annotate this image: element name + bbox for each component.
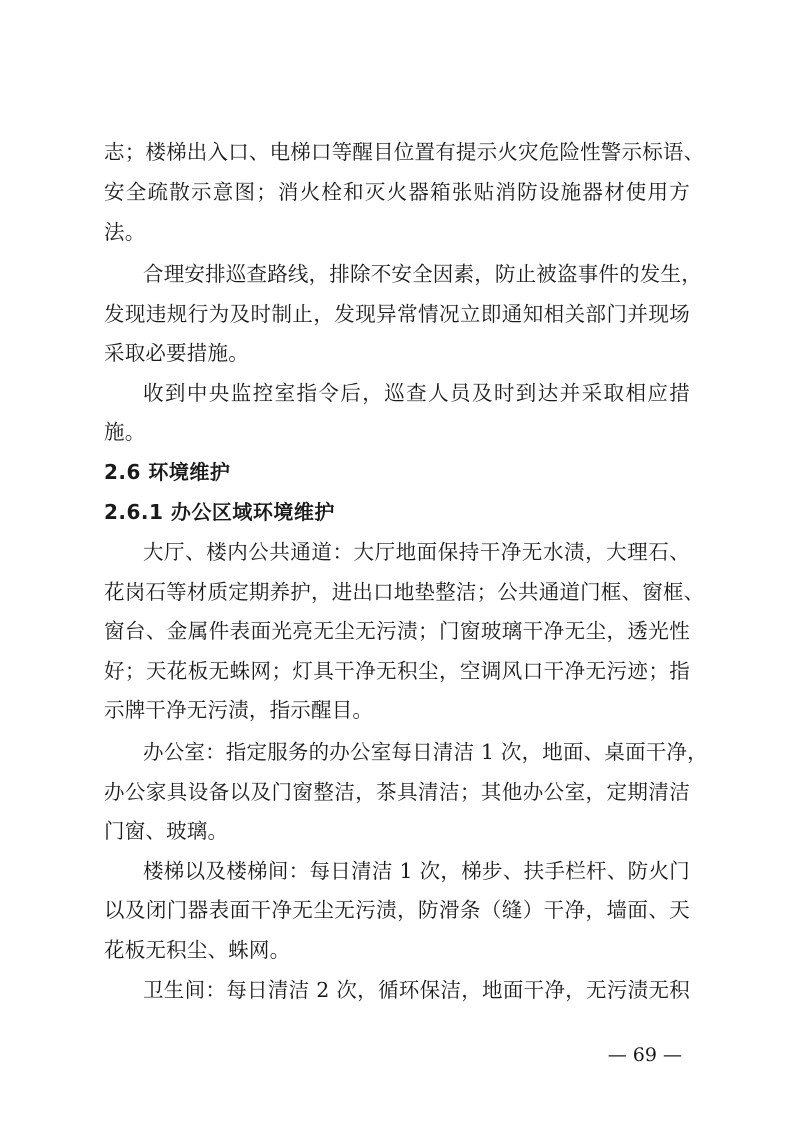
section-heading: 2.6 环境维护 <box>104 460 231 484</box>
text-line: 窗台、金属件表面光亮无尘无污渍；门窗玻璃干净无尘，透光性 <box>104 619 690 643</box>
text-line: 门窗、玻璃。 <box>104 819 229 843</box>
text-line: 收到中央监控室指令后，巡查人员及时到达并采取相应措 <box>143 381 690 405</box>
text-line: 发现违规行为及时制止，发现异常情况立即通知相关部门并现场 <box>104 302 690 326</box>
text-line: 楼梯以及楼梯间：每日清洁 1 次，梯步、扶手栏杆、防火门 <box>143 859 690 883</box>
text-line: 办公室：指定服务的办公室每日清洁 1 次，地面、桌面干净， <box>143 740 708 764</box>
text-line: 志；楼梯出入口、电梯口等醒目位置有提示火灾危险性警示标语、 <box>104 140 705 164</box>
text-line: 好；天花板无蛛网；灯具干净无积尘，空调风口干净无污迹；指 <box>104 659 690 683</box>
text-line: 花板无积尘、蛛网。 <box>104 938 291 962</box>
text-line: 安全疏散示意图；消火栓和灭火器箱张贴消防设施器材使用方 <box>104 180 690 204</box>
page-number: — 69 — <box>607 1044 682 1066</box>
text-line: 施。 <box>104 420 146 444</box>
subsection-heading: 2.6.1 办公区域环境维护 <box>104 500 335 524</box>
text-line: 大厅、楼内公共通道：大厅地面保持干净无水渍，大理石、 <box>143 540 690 564</box>
text-line: 法。 <box>104 220 146 244</box>
text-line: 采取必要措施。 <box>104 341 249 365</box>
text-line: 合理安排巡查路线，排除不安全因素，防止被盗事件的发生， <box>143 262 702 286</box>
text-line: 示牌干净无污渍，指示醒目。 <box>104 698 374 722</box>
text-line: 花岗石等材质定期养护，进出口地垫整洁；公共通道门框、窗框、 <box>104 580 705 604</box>
text-line: 以及闭门器表面干净无尘无污渍，防滑条（缝）干净，墙面、天 <box>104 898 690 922</box>
text-line: 办公家具设备以及门窗整洁，茶具清洁；其他办公室，定期清洁 <box>104 780 690 804</box>
text-line: 卫生间：每日清洁 2 次，循环保洁，地面干净，无污渍无积 <box>143 978 690 1002</box>
